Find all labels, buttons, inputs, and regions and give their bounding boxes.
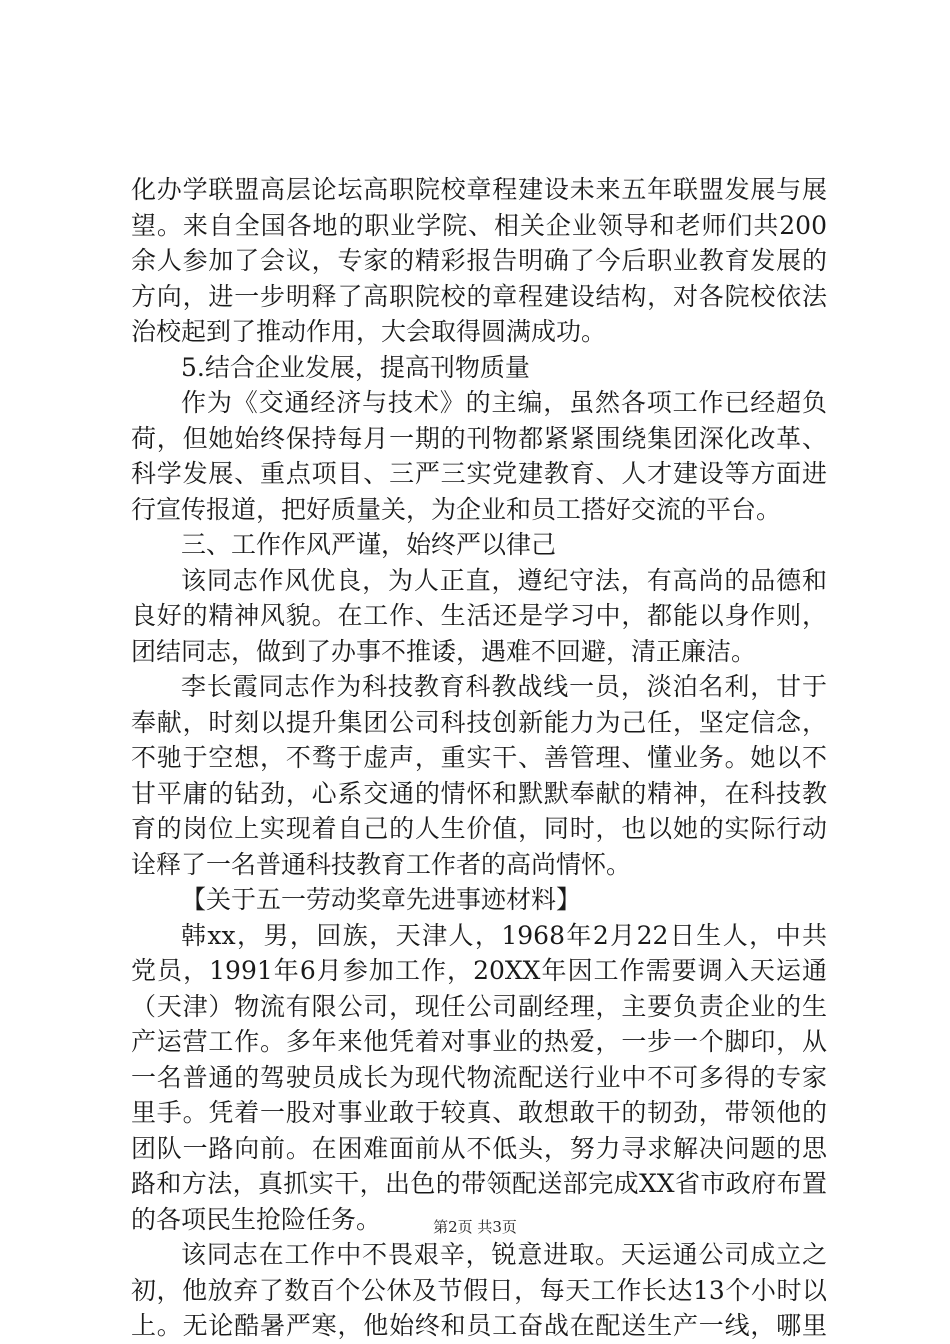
text-line: 里手。凭着一股对事业敢于较真、敢想敢干的韧劲，带领他的 — [131, 1098, 827, 1127]
text-line: 望。来自全国各地的职业学院、相关企业领导和老师们共200 — [131, 210, 827, 240]
text-line: 作为《交通经济与技术》的主编，虽然各项工作已经超负 — [181, 388, 827, 417]
text-line: 诠释了一名普通科技教育工作者的高尚情怀。 — [131, 849, 632, 879]
text-line: 的各项民生抢险任务。 — [131, 1204, 382, 1234]
text-line: 该同志在工作中不畏艰辛，锐意进取。天运通公司成立之 — [181, 1240, 827, 1269]
text-line: 一名普通的驾驶员成长为现代物流配送行业中不可多得的专家 — [131, 1062, 827, 1092]
text-line: 李长霞同志作为科技教育科教战线一员，淡泊名利，甘于 — [181, 672, 827, 701]
text-line: 路和方法，真抓实干，出色的带领配送部完成XX省市政府布置 — [131, 1169, 827, 1198]
text-line: （天津）物流有限公司，现任公司副经理，主要负责企业的生 — [131, 991, 827, 1021]
text-line: 方向，进一步明释了高职院校的章程建设结构，对各院校依法 — [131, 281, 827, 311]
text-line: 团队一路向前。在困难面前从不低头，努力寻求解决问题的思 — [131, 1133, 827, 1163]
text-line: 荷，但她始终保持每月一期的刊物都紧紧围绕集团深化改革、 — [131, 423, 827, 453]
page-footer: 第2页 共3页 — [433, 1218, 517, 1236]
text-line: 余人参加了会议，专家的精彩报告明确了今后职业教育发展的 — [131, 246, 827, 275]
text-line: 上。无论酷暑严寒，他始终和员工奋战在配送生产一线，哪里 — [131, 1311, 827, 1340]
text-line: 韩xx，男，回族，天津人，1968年2月22日生人，中共 — [181, 920, 827, 950]
text-line: 不驰于空想，不骛于虚声，重实干、善管理、懂业务。她以不 — [131, 743, 827, 772]
text-line: 育的岗位上实现着自己的人生价值，同时，也以她的实际行动 — [131, 814, 827, 843]
text-line: 5.结合企业发展，提高刊物质量 — [181, 352, 530, 382]
text-line: 党员，1991年6月参加工作，20XX年因工作需要调入天运通 — [131, 956, 827, 985]
text-line: 团结同志，做到了办事不推诿，遇难不回避，清正廉洁。 — [131, 636, 757, 666]
text-line: 治校起到了推动作用，大会取得圆满成功。 — [131, 317, 607, 346]
text-line: 良好的精神风貌。在工作、生活还是学习中，都能以身作则， — [131, 601, 827, 630]
text-line: 该同志作风优良，为人正直，遵纪守法，有高尚的品德和 — [181, 565, 827, 595]
text-line: 奉献，时刻以提升集团公司科技创新能力为己任，坚定信念， — [131, 707, 827, 737]
text-line: 【关于五一劳动奖章先进事迹材料】 — [181, 885, 582, 914]
text-line: 行宣传报道，把好质量关，为企业和员工搭好交流的平台。 — [131, 494, 782, 524]
text-line: 科学发展、重点项目、三严三实党建教育、人才建设等方面进 — [131, 459, 827, 488]
document-body — [131, 172, 827, 1344]
text-line: 化办学联盟高层论坛高职院校章程建设未来五年联盟发展与展 — [131, 175, 827, 204]
text-line: 产运营工作。多年来他凭着对事业的热爱，一步一个脚印，从 — [131, 1027, 827, 1056]
text-line: 甘平庸的钻劲，心系交通的情怀和默默奉献的精神，在科技教 — [131, 778, 827, 808]
text-line: 三、工作作风严谨，始终严以律己 — [181, 530, 557, 559]
text-line: 初，他放弃了数百个公休及节假日，每天工作长达13个小时以 — [131, 1275, 827, 1305]
